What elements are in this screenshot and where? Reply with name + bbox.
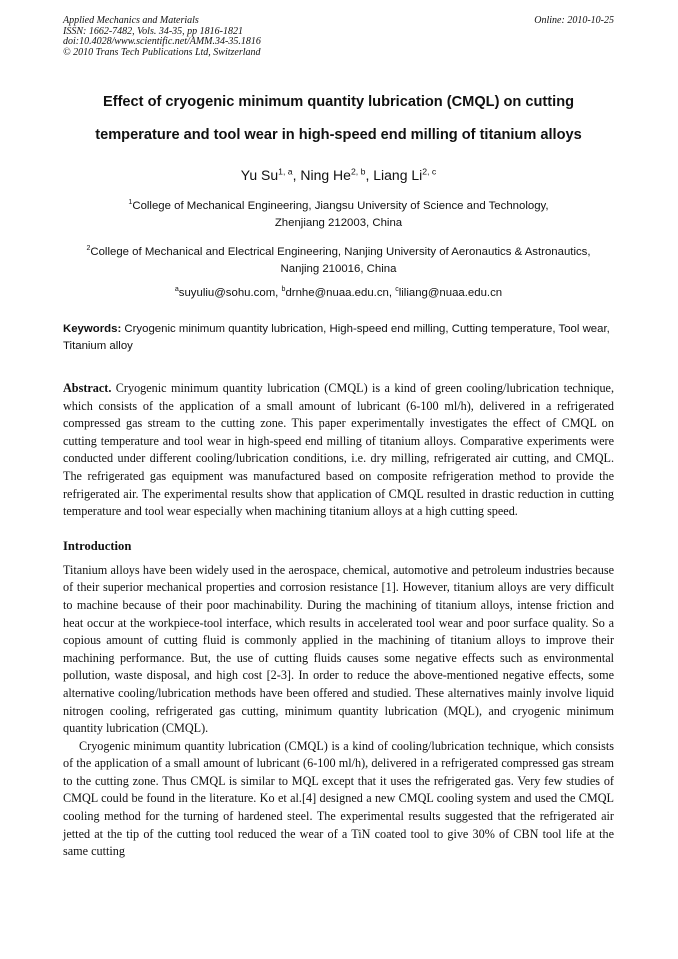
journal-header xyxy=(63,16,614,58)
affiliation-sup: 2 xyxy=(86,245,91,253)
author-sep: , xyxy=(292,167,301,183)
affiliation-2 xyxy=(63,244,614,278)
affiliation-1 xyxy=(63,198,614,232)
abstract-label: Abstract. xyxy=(63,381,112,395)
email-address: liliang@nuaa.edu.cn xyxy=(398,287,503,299)
title-line-2: temperature and tool wear in high-speed end milling of titanium alloys xyxy=(95,127,582,143)
author-sup: 1, a xyxy=(278,166,293,177)
author-list xyxy=(63,167,614,183)
abstract xyxy=(63,380,614,521)
journal-info xyxy=(63,16,261,58)
journal-name: Applied Mechanics and Materials xyxy=(63,15,199,26)
affiliation-line: Nanjing 210016, China xyxy=(280,263,397,275)
author-name: Liang Li xyxy=(373,167,423,183)
author-sup: 2, c xyxy=(422,166,437,177)
affiliation-line: College of Mechanical Engineering, Jiangsu University of Science and Technology, xyxy=(132,200,549,212)
affiliation-sup: 1 xyxy=(128,199,133,207)
affiliation-line: College of Mechanical and Electrical Engineering, Nanjing University of Aeronautics & Astronautics, xyxy=(90,246,591,258)
online-date: Online: 2010-10-25 xyxy=(534,15,614,26)
email-sup: a xyxy=(174,286,179,294)
abstract-text: Cryogenic minimum quantity lubrication (CMQL) is a kind of green cooling/lubrication technique, which consists of the application of a small amount of lubricant (6-100 ml/h), delivered in a refrigerated compressed gas stream to the cutting zone. This paper experimentally investigates the effect of CMQL on cutting temperature and tool wear in high-speed end milling of titanium alloys. Comparative experiments were conducted under different cooling/lubrication conditions, i.e. dry milling, refrigerated air cutting, and CMQL. The refrigerated gas equipment was manufactured based on composite refrigeration method to provide the refrigerated air. The experimental results show that application of CMQL resulted in drastic reduction in cutting temperature and tool wear especially when machining titanium alloys at a high cutting speed. xyxy=(63,381,614,519)
section-heading-introduction: Introduction xyxy=(63,538,132,553)
keywords-label: Keywords: xyxy=(63,323,122,335)
paper-title xyxy=(63,94,614,144)
journal-issn: ISSN: 1662-7482, Vols. 34-35, pp 1816-1821 xyxy=(63,25,243,37)
email-list xyxy=(63,287,614,299)
email-sup: b xyxy=(281,286,286,294)
author-sup: 2, b xyxy=(350,166,366,177)
affiliation-line: Zhenjiang 212003, China xyxy=(274,217,403,229)
email-address: drnhe@nuaa.edu.cn, xyxy=(285,287,393,299)
journal-copyright: © 2010 Trans Tech Publications Ltd, Switzerland xyxy=(63,46,261,58)
email-sup: c xyxy=(395,286,399,294)
title-line-1: Effect of cryogenic minimum quantity lubrication (CMQL) on cutting xyxy=(102,94,575,110)
keywords-text: Cryogenic minimum quantity lubrication, High-speed end milling, Cutting temperature, Tool wear, Titanium alloy xyxy=(63,323,610,352)
email-address: suyuliu@sohu.com, xyxy=(178,287,279,299)
keywords xyxy=(63,321,614,355)
intro-paragraph-2: Cryogenic minimum quantity lubrication (CMQL) is a kind of cooling/lubrication technique, which consists of the application of a small amount of lubricant (6-100 ml/h), delivered in a refrigerated compressed gas stream to the cutting zone. Thus CMQL is similar to MQL except that it uses the refrigerated gas. Very few studies of CMQL could be found in the literature. Ko et al.[4] designed a new CMQL cooling system and used the CMQL cooling method for the turning of hardened steel. The experimental results suggested that the refrigerated air jetted at the tip of the cutting tool reduced the wear of a TiN coated tool to give 30% of CBN tool life at the same cutting xyxy=(63,738,614,859)
journal-doi: doi:10.4028/www.scientific.net/AMM.34-35.1816 xyxy=(63,36,261,47)
author-name: Ning He xyxy=(300,167,351,183)
author-sep: , xyxy=(365,167,374,183)
author-name: Yu Su xyxy=(240,167,279,183)
intro-paragraph-1: Titanium alloys have been widely used in the aerospace, chemical, automotive and petroleum industries because of their superior mechanical properties and corrosion resistance [1]. However, titanium alloys are very difficult to machine because of their poor machinability. During the machining of titanium alloys, intense friction and heat occur at the workpiece-tool interface, which results in accelerated tool wear and poor surface quality. So a copious amount of cutting fluid is commonly applied in the machining of titanium alloys to improve their machining performance. But, the use of cutting fluids causes some negative effects such as environmental pollution, waste disposal, and high cost [2-3]. In order to reduce the above-mentioned negative effects, some alternative cooling/lubrication methods have been offered and studied. These alternatives mainly involve liquid nitrogen cooling, refrigerated gas cutting, minimum quantity lubrication (MQL), and cryogenic minimum quantity lubrication (CMQL). xyxy=(63,562,614,736)
